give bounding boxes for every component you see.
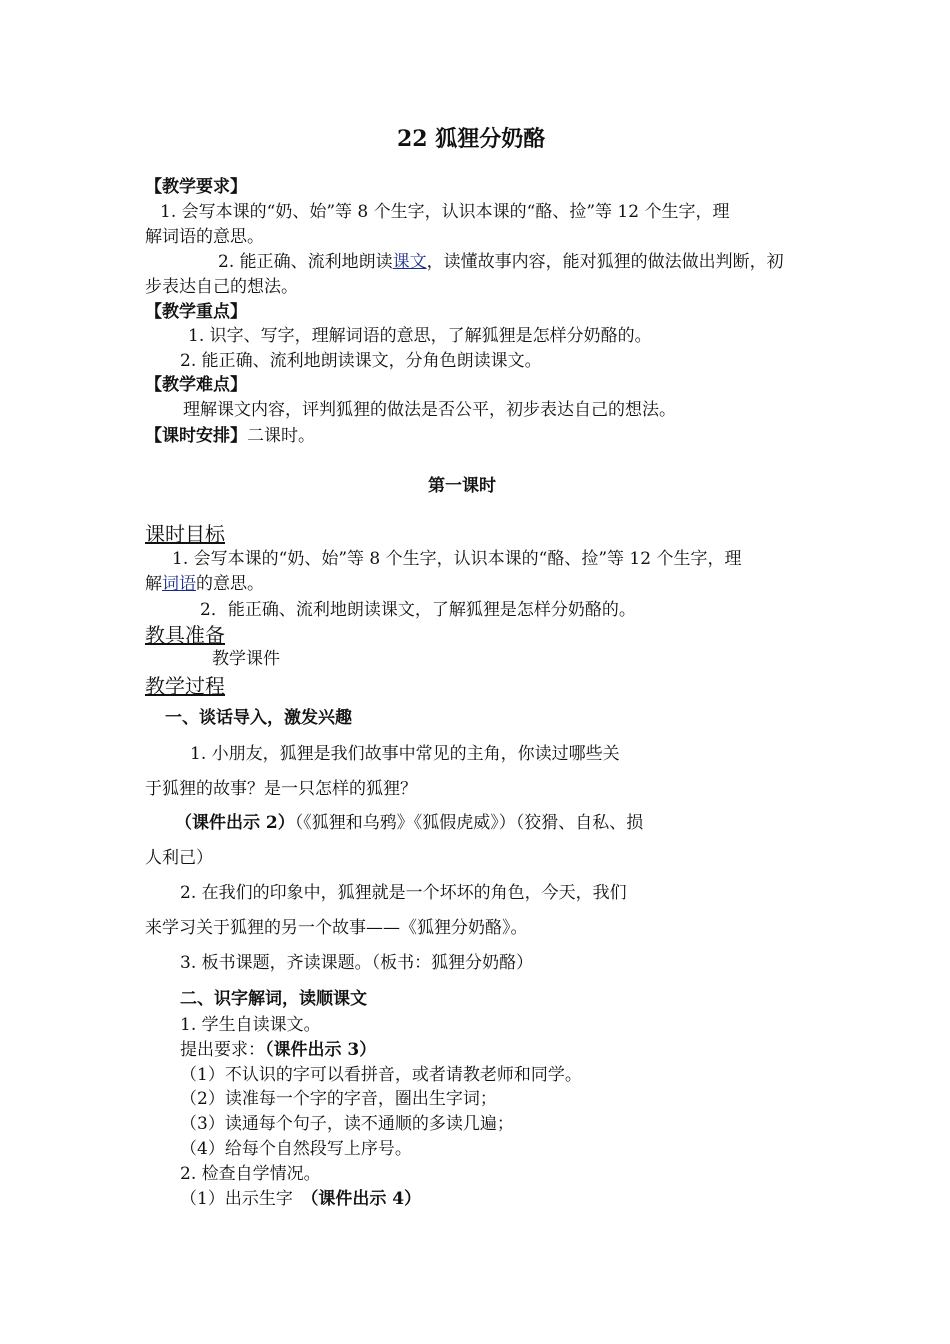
- schedule-line: [145, 428, 315, 445]
- ciyu-link[interactable]: 词语: [162, 574, 196, 594]
- part2-line-4: （2）读准每一个字的字音，圈出生字词；: [180, 1089, 497, 1109]
- objective-2: 2．能正确、流利地朗读课文，了解狐狸是怎样分奶酪的。: [200, 600, 636, 620]
- part2-line-6: （4）给每个自然段写上序号。: [180, 1139, 412, 1159]
- objective-1: 1. 会写本课的“奶、始”等 8 个生字，认识本课的“酪、捡”等 12 个生字，理: [172, 549, 742, 569]
- part1-para-4: 3. 板书课题，齐读课题。（板书：狐狸分奶酪）: [180, 953, 534, 973]
- lesson1-heading: 第一课时: [428, 476, 496, 496]
- requirement-item-1-cont: 解词语的意思。: [145, 227, 264, 247]
- part2-line-1: 1. 学生自读课文。: [180, 1015, 321, 1035]
- part2-line-8: [180, 1191, 421, 1208]
- objective-1-text: 解: [145, 574, 162, 594]
- schedule-heading: 【课时安排】: [145, 426, 247, 446]
- part2-line-5: （3）读通每个句子，读不通顺的多读几遍；: [180, 1114, 514, 1134]
- part2-line-2: [180, 1042, 376, 1059]
- part1-para-2: [175, 815, 643, 832]
- requirement-item-2: [218, 254, 784, 271]
- process-heading: 教学过程: [145, 674, 225, 698]
- part1-para-2-text: （《狐狸和乌鸦》《狐假虎威》）（狡猾、自私、损: [294, 813, 644, 833]
- schedule-text: 二课时。: [247, 426, 315, 446]
- requirement-item-1: 1. 会写本课的“奶、始”等 8 个生字，认识本课的“酪、捡”等 12 个生字，理: [160, 202, 730, 222]
- objective-1-text-end: 的意思。: [196, 574, 264, 594]
- part1-para-3: 2. 在我们的印象中，狐狸就是一个坏坏的角色，今天，我们: [180, 883, 627, 903]
- courseware-label: （课件出示 4）: [309, 1189, 422, 1209]
- difficulties-text: 理解课文内容，评判狐狸的做法是否公平，初步表达自己的想法。: [183, 400, 676, 420]
- part1-heading: 一、谈话导入，激发兴趣: [165, 708, 352, 728]
- difficulties-heading: 【教学难点】: [145, 375, 247, 395]
- part2-heading: 二、识字解词，读顺课文: [180, 989, 367, 1009]
- objective-1-cont: [145, 576, 264, 593]
- requirements-heading: 【教学要求】: [145, 177, 247, 197]
- key-point-1: 1. 识字、写字，理解词语的意思，了解狐狸是怎样分奶酪的。: [188, 326, 652, 346]
- key-points-heading: 【教学重点】: [145, 302, 247, 322]
- key-point-2: 2. 能正确、流利地朗读课文，分角色朗读课文。: [180, 351, 542, 371]
- part1-para-3-cont: 来学习关于狐狸的另一个故事——《狐狸分奶酪》。: [145, 918, 528, 938]
- part2-line-2-text: 提出要求：: [180, 1040, 265, 1060]
- requirement-item-2-text-end: ，读懂故事内容，能对狐狸的做法做出判断，初: [426, 252, 784, 272]
- courseware-label: （课件出示 2）: [175, 813, 295, 833]
- requirement-item-2-cont: 步表达自己的想法。: [145, 277, 298, 297]
- materials-text: 教学课件: [212, 649, 280, 669]
- materials-heading: 教具准备: [145, 623, 225, 647]
- part1-para-1: 1. 小朋友，狐狸是我们故事中常见的主角，你读过哪些关: [190, 744, 620, 764]
- kewen-link[interactable]: 课文: [392, 252, 427, 272]
- part1-para-1-cont: 于狐狸的故事？是一只怎样的狐狸？: [145, 779, 417, 799]
- part2-line-3: （1）不认识的字可以看拼音，或者请教老师和同学。: [180, 1065, 582, 1085]
- requirement-item-2-text: 2. 能正确、流利地朗读: [218, 252, 393, 272]
- page-title: 22 狐狸分奶酪: [397, 126, 546, 152]
- part2-line-7: 2. 检查自学情况。: [180, 1164, 321, 1184]
- courseware-label: （课件出示 3）: [265, 1040, 377, 1060]
- part1-para-2-cont: 人利己）: [145, 848, 213, 868]
- objectives-heading: 课时目标: [145, 522, 225, 546]
- part2-line-8-text: （1）出示生字: [180, 1189, 310, 1209]
